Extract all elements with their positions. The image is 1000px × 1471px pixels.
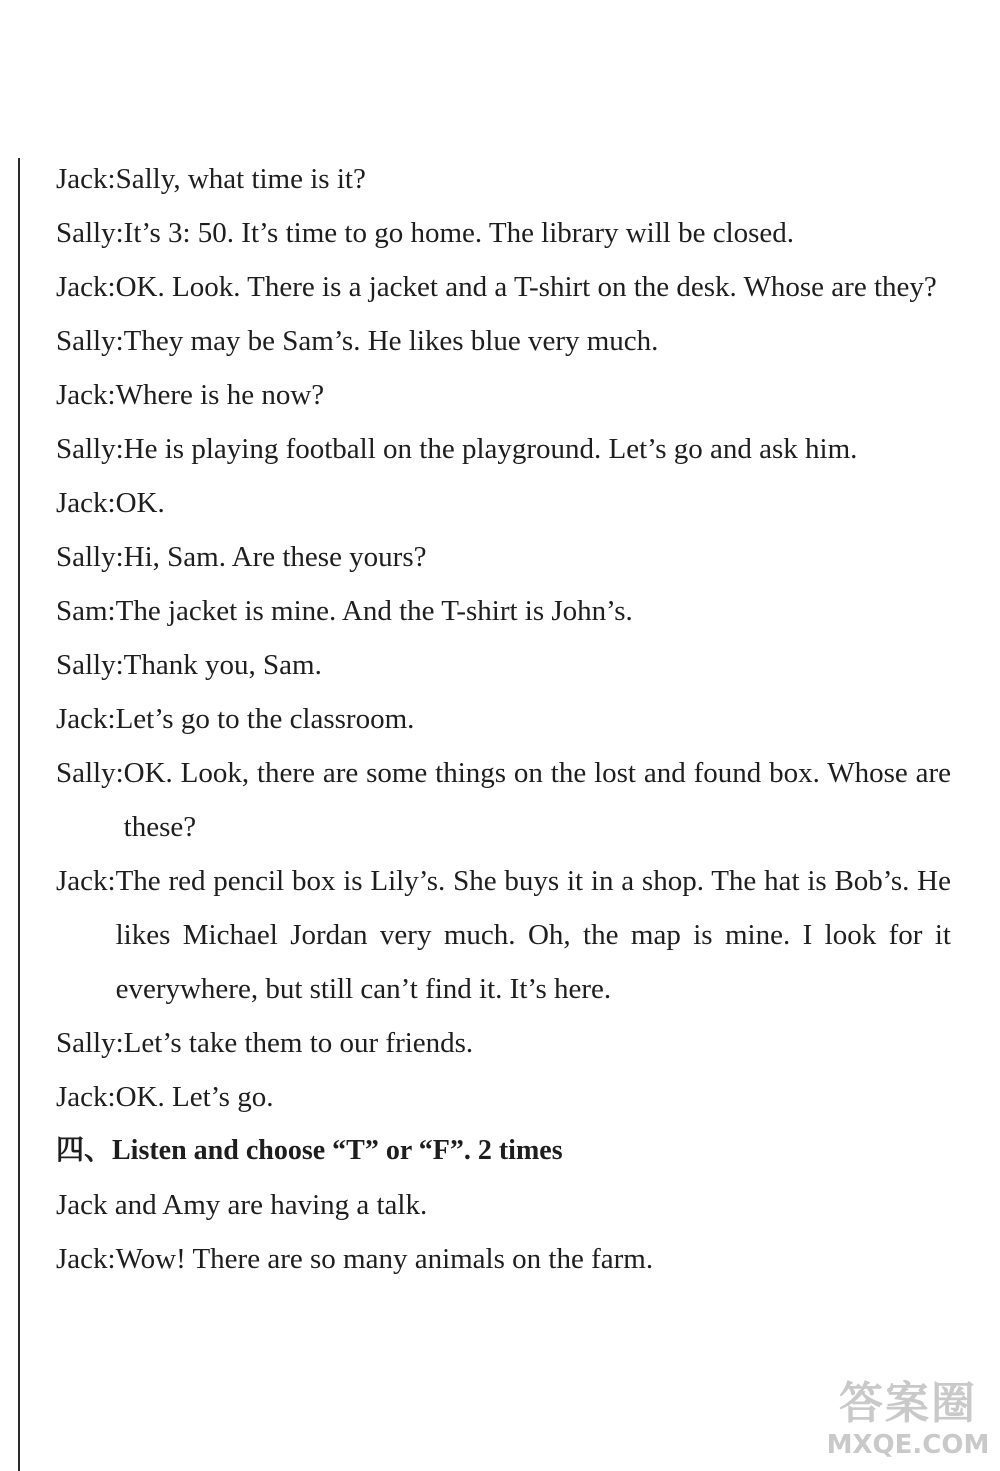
dialogue-line [56, 206, 951, 260]
dialogue-line [56, 530, 951, 584]
section-intro: Jack and Amy are having a talk. [56, 1189, 428, 1221]
speaker-label: Jack: [56, 1243, 116, 1275]
dialogue-line [56, 314, 951, 368]
speaker-label: Jack: [56, 163, 116, 195]
dialogue-line [56, 1070, 951, 1124]
dialogue-line [56, 422, 951, 476]
speaker-label: Jack: [56, 379, 116, 411]
dialogue-line-partial [56, 1232, 951, 1275]
speaker-label: Jack: [56, 487, 116, 519]
speaker-label: Sally: [56, 649, 124, 681]
speaker-label: Sally: [56, 217, 124, 249]
line-text: He is playing football on the playground. Let’s go and ask him. [123, 433, 858, 465]
section-heading: 四、Listen and choose “T” or “F”. 2 times [56, 1135, 563, 1166]
dialogue-line [56, 584, 951, 638]
dialogue-line [56, 692, 951, 746]
line-text: Let’s go to the classroom. [115, 703, 415, 735]
dialogue-line [56, 746, 951, 854]
line-text: OK. Look, there are some things on the lost and found box. Whose are these? [123, 757, 951, 843]
dialogue-line [56, 260, 951, 314]
line-text: It’s 3: 50. It’s time to go home. The library will be closed. [123, 217, 795, 249]
line-text: OK. [115, 487, 165, 519]
speaker-label: Jack: [56, 865, 116, 897]
watermark-url: MXQE.COM [826, 1430, 990, 1460]
watermark-logo-text: 答案圈 [839, 1378, 977, 1429]
line-text: OK. Look. There is a jacket and a T-shirt on the desk. Whose are they? [115, 271, 937, 303]
speaker-label: Sally: [56, 1027, 124, 1059]
speaker-label: Jack: [56, 271, 116, 303]
line-text: They may be Sam’s. He likes blue very much. [123, 325, 659, 357]
line-text: Let’s take them to our friends. [123, 1027, 474, 1059]
line-text: Thank you, Sam. [123, 649, 322, 681]
line-text: Hi, Sam. Are these yours? [123, 541, 427, 573]
speaker-label: Sally: [56, 541, 124, 573]
speaker-label: Sally: [56, 433, 124, 465]
dialogue [56, 152, 951, 1275]
line-text: Sally, what time is it? [115, 163, 366, 195]
dialogue-line [56, 854, 951, 1016]
dialogue-line [56, 152, 951, 206]
watermark-logo [818, 1378, 998, 1471]
line-text: Where is he now? [115, 379, 325, 411]
speaker-label: Jack: [56, 1081, 116, 1113]
speaker-label: Sally: [56, 325, 124, 357]
page-border [18, 158, 20, 1471]
line-text: Wow! There are so many animals on the farm. [115, 1243, 654, 1275]
line-text: OK. Let’s go. [115, 1081, 274, 1113]
speaker-label: Sam: [56, 595, 116, 627]
dialogue-line [56, 1016, 951, 1070]
speaker-label: Sally: [56, 757, 124, 789]
dialogue-line [56, 638, 951, 692]
dialogue-line [56, 368, 951, 422]
dialogue-line [56, 476, 951, 530]
line-text: The red pencil box is Lily’s. She buys it in a shop. The hat is Bob’s. He likes Michael Jordan very much. Oh, the map is mine. I look for it everywhere, but still can’t find it. It’s here. [115, 865, 951, 1005]
speaker-label: Jack: [56, 703, 116, 735]
line-text: The jacket is mine. And the T-shirt is John’s. [115, 595, 633, 627]
